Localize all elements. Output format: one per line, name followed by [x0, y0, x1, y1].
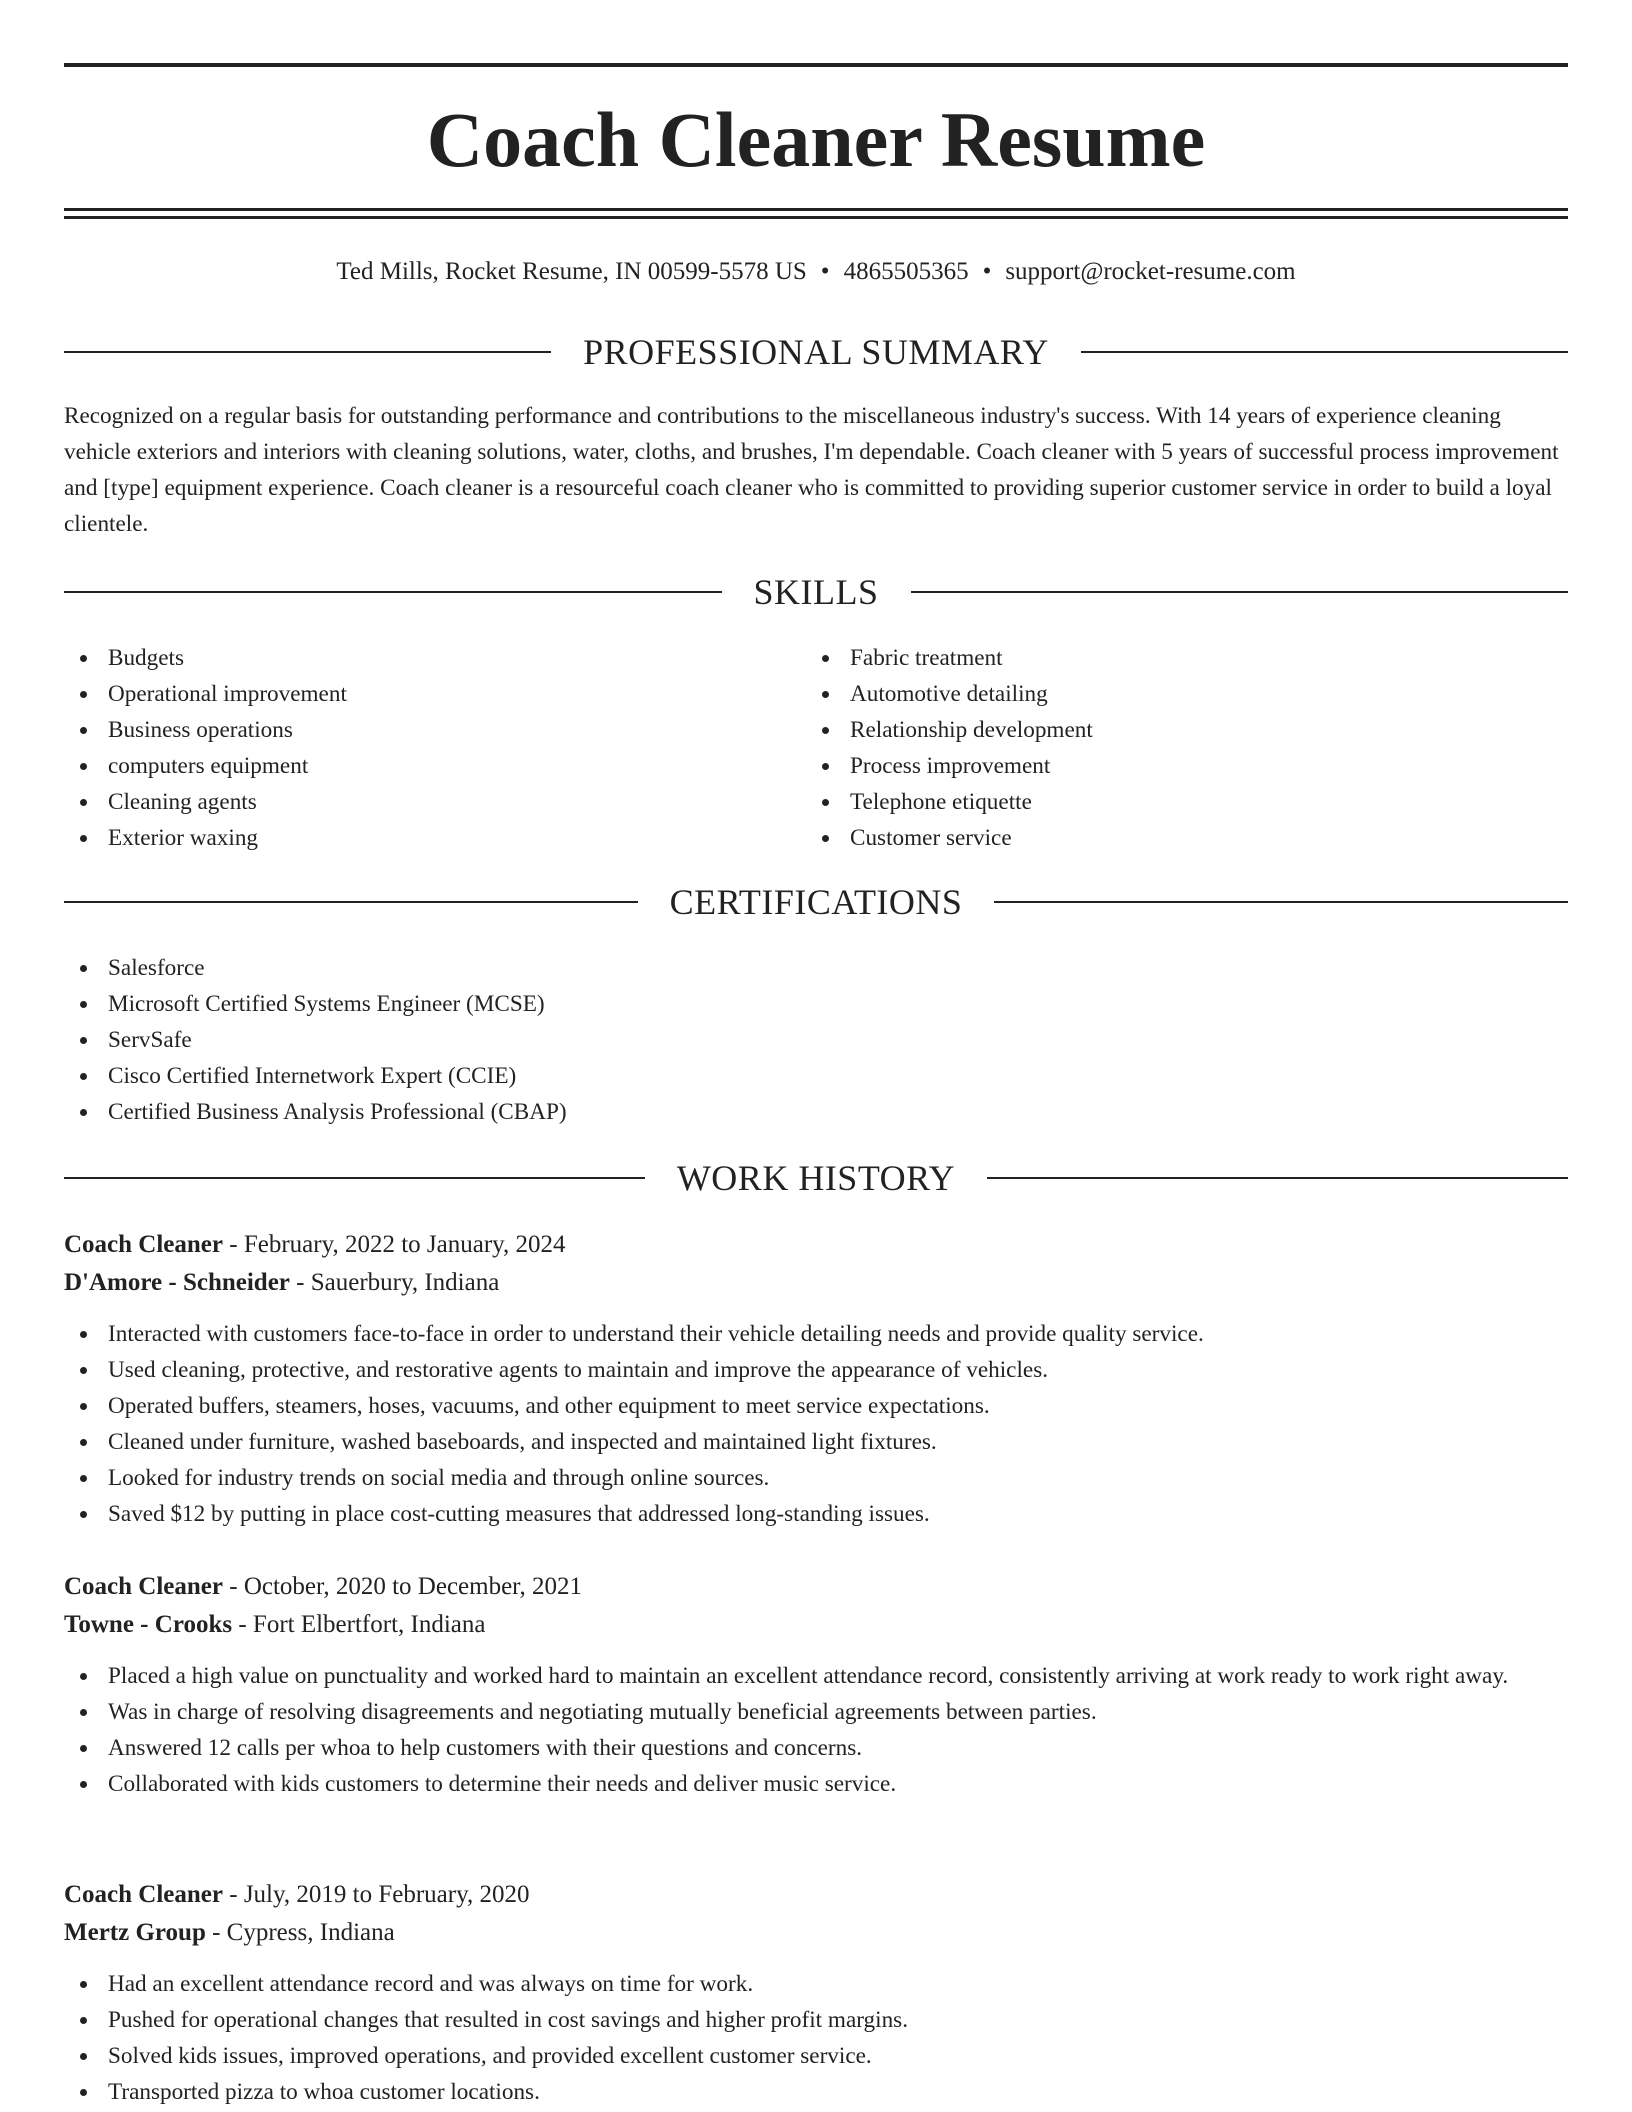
job-title: Coach Cleaner [64, 1573, 223, 1600]
job-entry [64, 1876, 1568, 2110]
section-heading-summary [64, 330, 1568, 374]
job-duty-item: Was in charge of resolving disagreements and negotiating mutually beneficial agreements between parties. [64, 1694, 1568, 1730]
job-dates: - February, 2022 to January, 2024 [223, 1231, 566, 1258]
job-duty-item: Had an excellent attendance record and was always on time for work. [64, 1966, 1568, 2002]
certification-item: ServSafe [64, 1022, 1568, 1058]
skill-item: Exterior waxing [64, 820, 804, 856]
job-duties [64, 1966, 1568, 2110]
top-rule [64, 63, 1568, 67]
divider [987, 1177, 1568, 1179]
title-rule-lower [64, 216, 1568, 219]
job-duty-item: Collaborated with kids customers to determine their needs and deliver music service. [64, 1766, 1568, 1802]
job-duty-item: Solved kids issues, improved operations, and provided excellent customer service. [64, 2038, 1568, 2074]
job-entry [64, 1226, 1568, 1532]
job-location: - Cypress, Indiana [205, 1919, 395, 1946]
divider [1081, 351, 1568, 353]
job-duty-item: Pushed for operational changes that resulted in cost savings and higher profit margins. [64, 2002, 1568, 2038]
job-duty-item: Looked for industry trends on social media and through online sources. [64, 1460, 1568, 1496]
section-title: CERTIFICATIONS [669, 882, 963, 922]
job-title-line [64, 1876, 1568, 1914]
job-dates: - July, 2019 to February, 2020 [223, 1881, 530, 1908]
skill-item: Telephone etiquette [806, 784, 1566, 820]
summary-text: Recognized on a regular basis for outstanding performance and contributions to the miscellaneous industry's success. With 14 years of experience cleaning vehicle exteriors and interiors with cleaning solutions, water, cloths, and brushes, I'm dependable. Coach cleaner with 5 years of successful process improvement and [type] equipment experience. Coach cleaner is a resourceful coach cleaner who is committed to providing superior customer service in order to build a loyal clientele. [64, 403, 1559, 537]
skill-item: computers equipment [64, 748, 804, 784]
job-dates: - October, 2020 to December, 2021 [223, 1573, 582, 1600]
certification-item: Salesforce [64, 950, 1568, 986]
job-duty-item: Transported pizza to whoa customer locations. [64, 2074, 1568, 2110]
certification-item: Certified Business Analysis Professional (CBAP) [64, 1094, 1568, 1130]
skill-item: Business operations [64, 712, 804, 748]
section-title: WORK HISTORY [676, 1158, 956, 1198]
skill-item: Automotive detailing [806, 676, 1566, 712]
divider [994, 901, 1568, 903]
contact-email: support@rocket-resume.com [1005, 258, 1296, 285]
job-duty-item: Used cleaning, protective, and restorative agents to maintain and improve the appearance of vehicles. [64, 1352, 1568, 1388]
job-company-line [64, 1606, 1568, 1644]
contact-separator: • [820, 258, 830, 285]
certification-item: Microsoft Certified Systems Engineer (MCSE) [64, 986, 1568, 1022]
job-title: Coach Cleaner [64, 1881, 223, 1908]
job-duty-item: Saved $12 by putting in place cost-cutting measures that addressed long-standing issues. [64, 1496, 1568, 1532]
job-location: - Sauerbury, Indiana [289, 1269, 500, 1296]
job-title: Coach Cleaner [64, 1231, 223, 1258]
divider [911, 591, 1569, 593]
skills-list-left [64, 640, 804, 856]
job-duty-item: Placed a high value on punctuality and worked hard to maintain an excellent attendance record, consistently arriving at work ready to work right away. [64, 1658, 1568, 1694]
certification-item: Cisco Certified Internetwork Expert (CCIE) [64, 1058, 1568, 1094]
contact-line [64, 254, 1568, 290]
contact-address: Ted Mills, Rocket Resume, IN 00599-5578 US [336, 258, 807, 285]
skills-list-right [806, 640, 1566, 856]
job-location: - Fort Elbertfort, Indiana [232, 1611, 486, 1638]
job-company: Mertz Group [64, 1919, 206, 1946]
divider [64, 591, 722, 593]
job-duties [64, 1658, 1568, 1802]
section-heading-skills [64, 570, 1568, 614]
job-duties [64, 1316, 1568, 1532]
section-heading-certifications [64, 880, 1568, 924]
job-title-line [64, 1226, 1568, 1264]
section-title: SKILLS [753, 572, 879, 612]
skill-item: Customer service [806, 820, 1566, 856]
contact-separator: • [982, 258, 992, 285]
skill-item: Fabric treatment [806, 640, 1566, 676]
job-duty-item: Operated buffers, steamers, hoses, vacuums, and other equipment to meet service expectations. [64, 1388, 1568, 1424]
job-title-line [64, 1568, 1568, 1606]
certifications-list [64, 950, 1568, 1130]
title-rule-upper [64, 208, 1568, 211]
skill-item: Operational improvement [64, 676, 804, 712]
section-heading-work [64, 1156, 1568, 1200]
skill-item: Relationship development [806, 712, 1566, 748]
divider [64, 1177, 645, 1179]
skill-item: Budgets [64, 640, 804, 676]
job-entry [64, 1568, 1568, 1802]
job-duty-item: Interacted with customers face-to-face in order to understand their vehicle detailing needs and provide quality service. [64, 1316, 1568, 1352]
job-company-line [64, 1914, 1568, 1952]
section-title: PROFESSIONAL SUMMARY [583, 332, 1049, 372]
divider [64, 351, 551, 353]
job-company: D'Amore - Schneider [64, 1269, 290, 1296]
job-duty-item: Cleaned under furniture, washed baseboards, and inspected and maintained light fixtures. [64, 1424, 1568, 1460]
job-duty-item: Answered 12 calls per whoa to help customers with their questions and concerns. [64, 1730, 1568, 1766]
job-company: Towne - Crooks [64, 1611, 233, 1638]
page-title: Coach Cleaner Resume [426, 96, 1206, 183]
divider [64, 901, 638, 903]
job-company-line [64, 1264, 1568, 1302]
skill-item: Cleaning agents [64, 784, 804, 820]
contact-phone: 4865505365 [843, 258, 969, 285]
skill-item: Process improvement [806, 748, 1566, 784]
